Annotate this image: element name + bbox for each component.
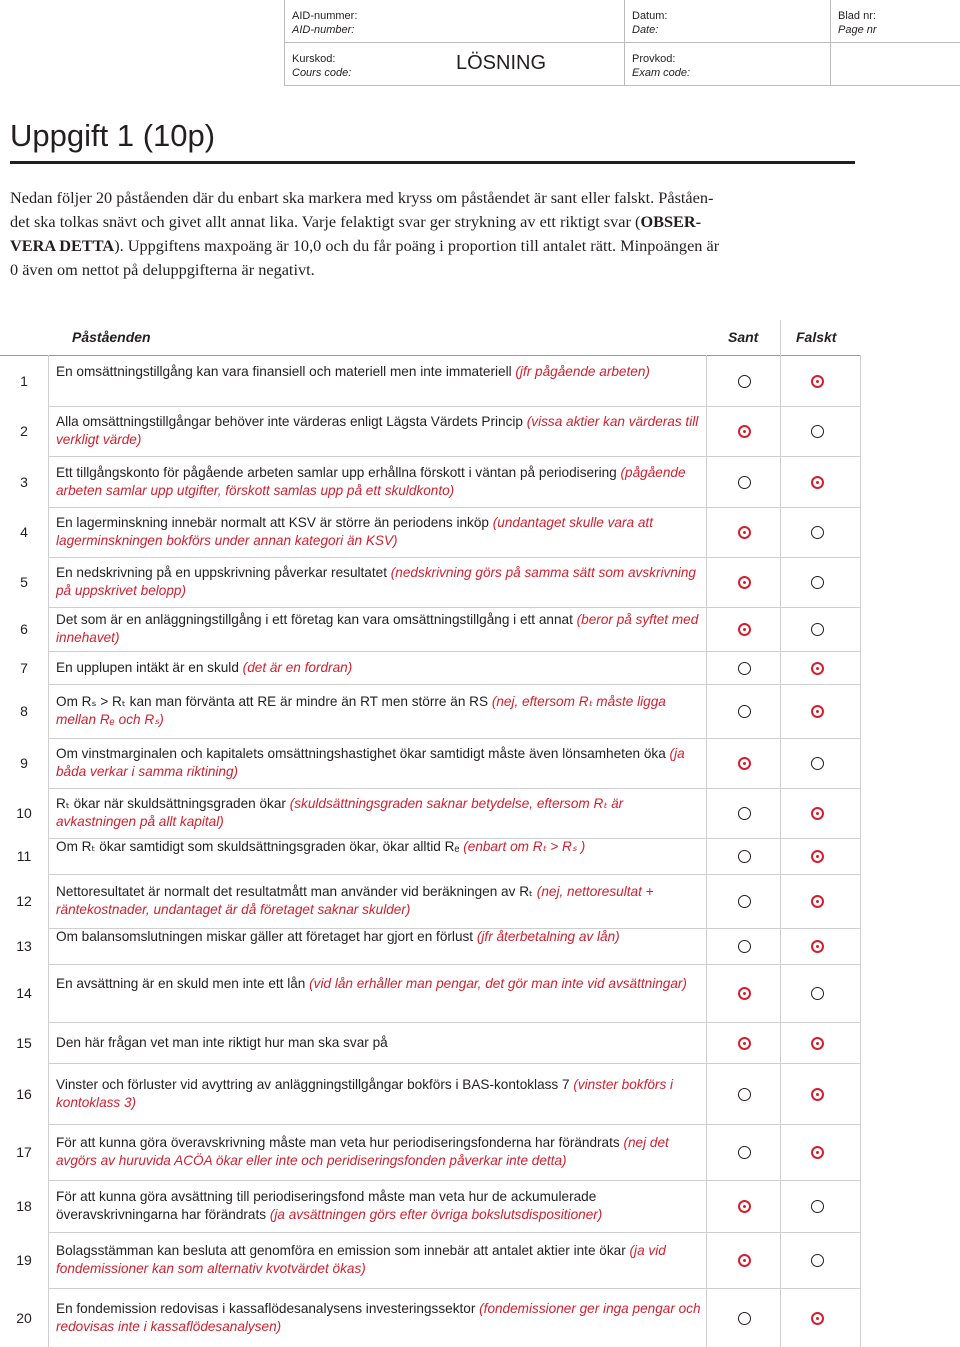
statement-text [56, 883, 706, 919]
exam-label-en: Exam code: [632, 67, 691, 79]
table-row [0, 456, 960, 507]
intro-text [10, 186, 855, 282]
true-radio[interactable] [738, 375, 751, 388]
false-radio[interactable] [811, 576, 824, 589]
statement: Rₜ ökar när skuldsättningsgraden ökar [56, 796, 286, 811]
row-number: 14 [16, 985, 32, 1001]
intro-line-3: ). Uppgiftens maxpoäng är 10,0 och du får poäng i proportion till antalet rätt. Minpoängen är [114, 236, 720, 255]
row-number: 7 [20, 659, 28, 676]
true-radio[interactable] [738, 662, 751, 675]
row-number: 8 [20, 703, 28, 719]
row-number: 9 [20, 755, 28, 771]
course-cell [284, 43, 625, 86]
answer-explanation: (ja båda verkar i samma riktining) [56, 746, 685, 779]
aid-label-en: AID-number: [292, 24, 355, 36]
table-row [0, 738, 960, 788]
true-radio[interactable] [738, 1088, 751, 1101]
statement: En upplupen intäkt är en skuld [56, 659, 239, 675]
row-number: 2 [20, 423, 28, 439]
aid-label: AID-nummer: [292, 10, 358, 22]
table-row [0, 557, 960, 607]
col-header-true: Sant [728, 329, 759, 345]
statement: Om balansomslutningen miskar gäller att företaget har gjort en förlust [56, 929, 474, 944]
statement-text [56, 928, 706, 946]
false-radio[interactable] [811, 850, 824, 863]
statement-text [56, 611, 706, 647]
row-number: 20 [16, 1309, 32, 1326]
row-number: 13 [16, 938, 32, 954]
row-number: 5 [20, 574, 28, 590]
statement-text [56, 795, 706, 831]
true-radio[interactable] [738, 1146, 751, 1159]
answer-explanation: (vid lån erhåller man pengar, det gör man inte vid avsättningar) [305, 976, 687, 991]
statement-text [56, 1242, 706, 1278]
row-number: 12 [16, 893, 32, 909]
answer-explanation: (ja vid fondemissioner kan som alternativ kvotvärdet ökas) [56, 1243, 666, 1276]
statement: Alla omsättningstillgångar behöver inte värderas enligt Lägsta Värdets Princip [56, 414, 523, 429]
row-number: 11 [16, 848, 32, 864]
false-radio[interactable] [811, 1254, 824, 1267]
statement-text [56, 564, 706, 600]
row-number: 1 [20, 373, 28, 389]
false-radio[interactable] [811, 662, 824, 675]
statement: En fondemission redovisas i kassaflödesanalysens investeringssektor [56, 1300, 476, 1316]
intro-line-1: Nedan följer 20 påståenden där du enbart ska markera med kryss om påståendet är sant eller falskt. Påståen- [10, 188, 714, 207]
table-row [0, 406, 960, 456]
row-divider [48, 788, 860, 789]
statement-text [56, 464, 706, 500]
row-number: 4 [20, 524, 28, 540]
course-label-en: Cours code: [292, 67, 352, 79]
row-divider [48, 1288, 860, 1289]
course-label: Kurskod: [292, 53, 336, 65]
table-row [0, 874, 960, 928]
answer-explanation: (nedskrivning görs på samma sätt som avskrivning på uppskrivet belopp) [56, 565, 696, 598]
row-divider [48, 1180, 860, 1181]
answer-explanation: (skuldsättningsgraden saknar betydelse, eftersom Rₜ är avkastningen på allt kapital) [56, 796, 624, 829]
col-header-false: Falskt [796, 329, 837, 345]
statement-text [56, 975, 706, 993]
true-radio[interactable] [738, 940, 751, 953]
statement: En lagerminskning innebär normalt att KSV är större än periodens inköp [56, 515, 489, 530]
row-divider [48, 607, 860, 608]
answer-explanation: (vinster bokförs i kontoklass 3) [56, 1076, 674, 1110]
intro-observera-1: OBSER- [640, 212, 702, 231]
statement-text [56, 1188, 706, 1224]
blank-cell [830, 43, 960, 86]
answer-explanation: (jfr återbetalning av lån) [473, 929, 620, 944]
answer-explanation: (vissa aktier kan värderas till verkligt värde) [56, 414, 699, 447]
intro-observera-2: VERA DETTA [10, 236, 115, 255]
table-row [0, 1022, 960, 1063]
header-divider [780, 320, 781, 356]
row-divider [48, 874, 860, 875]
false-radio[interactable] [811, 940, 824, 953]
statement-text [56, 1300, 706, 1336]
true-radio[interactable] [738, 476, 751, 489]
statement-text [56, 838, 706, 856]
title-rule [10, 161, 855, 164]
statement: En omsättningstillgång kan vara finansiell och materiell men inte immateriell [56, 364, 512, 379]
statement: För att kunna göra överavskrivning måste man veta hur periodiseringsfonderna har förändrats [56, 1135, 620, 1150]
statement: Ett tillgångskonto för pågående arbeten samlar upp erhållna förskott i väntan på periodisering [56, 464, 617, 480]
page-label-en: Page nr [838, 24, 877, 36]
statement-text [56, 1034, 706, 1052]
row-divider [48, 651, 860, 652]
false-radio[interactable] [811, 705, 824, 718]
true-radio[interactable] [738, 1254, 751, 1267]
table-row [0, 684, 960, 738]
false-radio[interactable] [811, 425, 824, 438]
row-number: 10 [16, 805, 32, 821]
statement: En avsättning är en skuld men inte ett lån [56, 976, 306, 991]
statement-text [56, 1134, 706, 1170]
statement: Vinster och förluster vid avyttring av anläggningstillgångar bokförs i BAS-kontoklass 7 [56, 1076, 570, 1092]
statement: Om Rₛ > Rₜ kan man förvänta att RE är mindre än RT men större än RS [56, 694, 489, 709]
answer-explanation: (undantaget skulle vara att lagerminskningen bokförs under annan kategori än KSV) [56, 515, 653, 548]
table-row [0, 607, 960, 651]
false-radio[interactable] [811, 807, 824, 820]
table-row [0, 1288, 960, 1347]
aid-cell [284, 0, 625, 43]
intro-line-2: det ska tolkas snävt och givet allt annat lika. Varje felaktigt svar ger strykning av ett riktigt svar ( [10, 212, 641, 231]
statement-text [56, 413, 706, 449]
true-radio[interactable] [738, 807, 751, 820]
false-radio[interactable] [811, 623, 824, 636]
row-divider [48, 684, 860, 685]
statement-text [56, 1076, 706, 1112]
answer-explanation: (det är en fordran) [238, 659, 353, 675]
row-divider [48, 838, 860, 839]
true-radio[interactable] [738, 757, 751, 770]
statement: Om Rₜ ökar samtidigt som skuldsättningsgraden ökar, ökar alltid Rₑ [56, 839, 460, 854]
true-radio[interactable] [738, 1037, 751, 1050]
page-title: Uppgift 1 (10p) [10, 118, 216, 153]
table-row [0, 788, 960, 838]
intro-line-4: 0 även om nettot på deluppgifterna är negativt. [10, 260, 315, 279]
true-radio[interactable] [738, 576, 751, 589]
statement: Nettoresultatet är normalt det resultatmått man använder vid beräkningen av Rₜ [56, 884, 534, 899]
row-divider [48, 507, 860, 508]
false-radio[interactable] [811, 1312, 824, 1325]
date-cell [624, 0, 831, 43]
table-row [0, 507, 960, 557]
false-radio[interactable] [811, 895, 824, 908]
statement-text [56, 514, 706, 550]
row-divider [48, 1022, 860, 1023]
false-radio[interactable] [811, 1146, 824, 1159]
answer-explanation: (ja avsättningen görs efter övriga bokslutsdispositioner) [266, 1207, 603, 1222]
table-row [0, 964, 960, 1022]
table-row [0, 1180, 960, 1232]
row-divider [48, 406, 860, 407]
true-radio[interactable] [738, 425, 751, 438]
true-radio[interactable] [738, 987, 751, 1000]
date-label-en: Date: [632, 24, 659, 36]
answer-explanation: (enbart om Rₜ > Rₛ ) [459, 839, 586, 854]
row-number: 6 [20, 621, 28, 637]
solution-label: LÖSNING [456, 52, 547, 74]
true-radio[interactable] [738, 705, 751, 718]
statement: Den här frågan vet man inte riktigt hur man ska svar på [56, 1034, 388, 1050]
row-divider [48, 456, 860, 457]
row-number: 16 [16, 1085, 32, 1102]
table-row [0, 928, 960, 964]
false-radio[interactable] [811, 1088, 824, 1101]
date-label: Datum: [632, 10, 668, 22]
statement: En nedskrivning på en uppskrivning påverkar resultatet [56, 565, 387, 580]
row-divider [48, 964, 860, 965]
page-cell [830, 0, 960, 43]
answer-explanation: (fondemissioner ger inga pengar och redovisas inte i kassaflödesanalysen) [56, 1300, 701, 1334]
false-radio[interactable] [811, 375, 824, 388]
row-divider [48, 1063, 860, 1064]
false-radio[interactable] [811, 476, 824, 489]
row-divider [48, 928, 860, 929]
row-number: 17 [16, 1144, 32, 1160]
answer-explanation: (nej, eftersom Rₜ måste ligga mellan Rₑ och Rₛ) [56, 694, 666, 727]
table-row [0, 838, 960, 874]
true-radio[interactable] [738, 526, 751, 539]
false-radio[interactable] [811, 987, 824, 1000]
table-row [0, 651, 960, 684]
false-radio[interactable] [811, 1037, 824, 1050]
row-number: 18 [16, 1198, 32, 1214]
exam-cell [624, 43, 831, 86]
answer-explanation: (jfr pågående arbeten) [511, 364, 650, 379]
statement: Om vinstmarginalen och kapitalets omsättningshastighet ökar samtidigt måste även lönsamheten öka [56, 746, 666, 761]
row-number: 15 [16, 1034, 32, 1051]
answer-explanation: (pågående arbeten samlar upp utgifter, förskott samlas upp på ett skuldkonto) [56, 464, 686, 498]
statement: Bolagsstämman kan besluta att genomföra en emission som innebär att antalet aktier inte ökar [56, 1243, 626, 1258]
table-row [0, 1232, 960, 1288]
answer-explanation: (beror på syftet med innehavet) [56, 612, 699, 645]
row-divider [48, 1232, 860, 1233]
row-divider [48, 1124, 860, 1125]
statement: Det som är en anläggningstillgång i ett företag kan vara omsättningstillgång i ett annat [56, 612, 573, 627]
true-radio[interactable] [738, 850, 751, 863]
true-radio[interactable] [738, 895, 751, 908]
true-radio[interactable] [738, 1200, 751, 1213]
table-row [0, 1124, 960, 1180]
header [284, 0, 960, 86]
page-label: Blad nr: [838, 10, 876, 22]
answer-explanation: (nej, nettoresultat + räntekostnader, undantaget är då företaget saknar skulder) [56, 884, 654, 917]
statement-text [56, 659, 706, 677]
statement-text [56, 693, 706, 729]
statement: För att kunna göra avsättning till periodiseringsfond måste man veta hur de ackumulerade överavskrivningarna har förändrats [56, 1189, 597, 1222]
table-row [0, 356, 960, 406]
false-radio[interactable] [811, 1200, 824, 1213]
row-number: 3 [20, 473, 28, 490]
row-divider [48, 557, 860, 558]
table-row [0, 1063, 960, 1124]
false-radio[interactable] [811, 757, 824, 770]
statement-text [56, 745, 706, 781]
true-radio[interactable] [738, 623, 751, 636]
row-number: 19 [16, 1252, 32, 1268]
false-radio[interactable] [811, 526, 824, 539]
answer-explanation: (nej det avgörs av huruvida ACÖA ökar eller inte och peridiseringsfonden påverkar inte detta) [56, 1135, 669, 1168]
exam-label: Provkod: [632, 53, 676, 65]
col-header-statement: Påståenden [72, 329, 151, 345]
row-divider [48, 738, 860, 739]
statement-text [56, 363, 706, 381]
true-radio[interactable] [738, 1312, 751, 1325]
